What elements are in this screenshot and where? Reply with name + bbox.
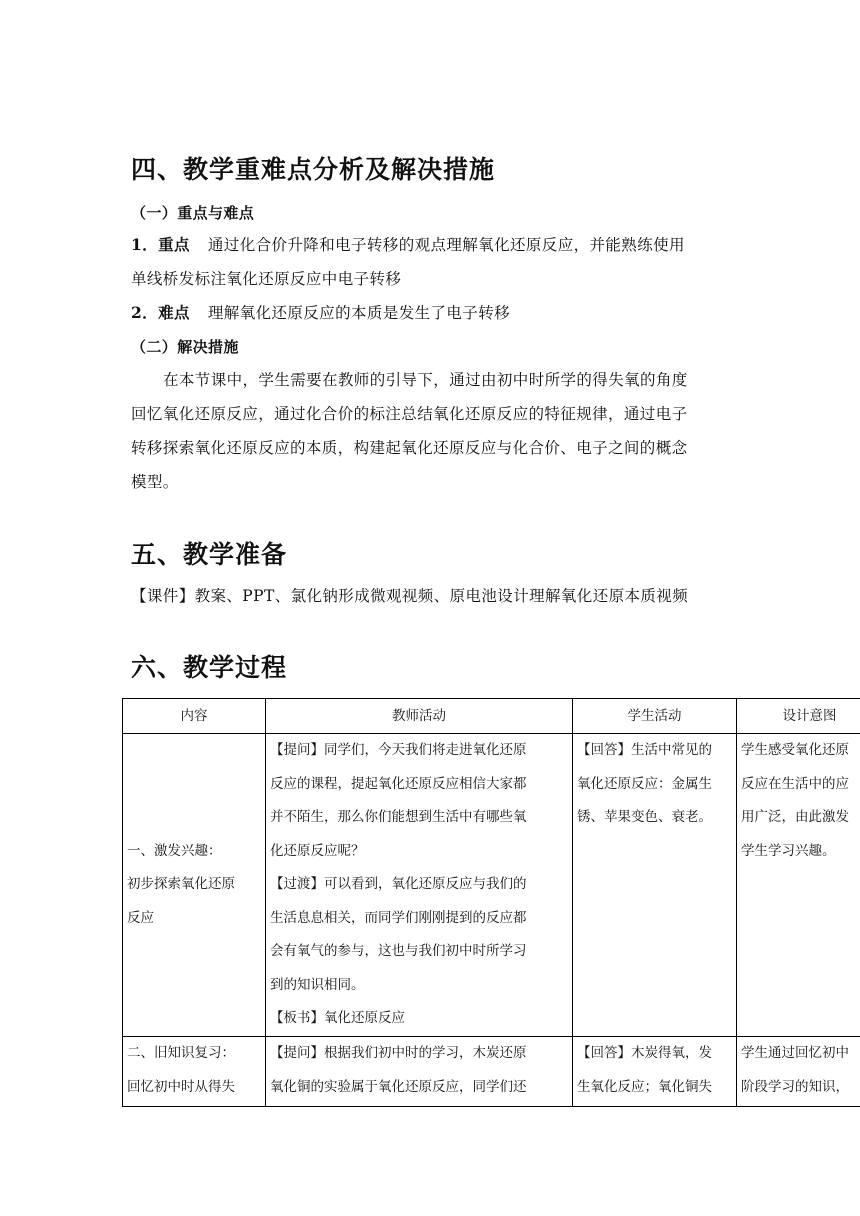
measures-paragraph-line: 模型。 xyxy=(131,473,179,491)
header-content: 内容 xyxy=(123,699,266,734)
teacher-activity-cell xyxy=(266,1037,573,1107)
student-line: 【回答】木炭得氧，发 xyxy=(577,1045,712,1061)
teacher-line: 并不陌生，那么你们能想到生活中有哪些氧 xyxy=(270,809,527,825)
table-header-row xyxy=(123,699,860,734)
intent-line: 用广泛，由此激发 xyxy=(741,809,849,825)
content-line: 二、旧知识复习： xyxy=(127,1045,235,1061)
teacher-line: 【提问】根据我们初中时的学习，木炭还原 xyxy=(270,1045,527,1061)
table-row xyxy=(123,1037,860,1107)
intent-line: 学生感受氧化还原 xyxy=(741,742,849,758)
student-line: 【回答】生活中常见的 xyxy=(577,742,712,758)
teacher-line: 氧化铜的实验属于氧化还原反应，同学们还 xyxy=(270,1078,527,1095)
key-point-text: 通过化合价升降和电子转移的观点理解氧化还原反应，并能熟练使用 xyxy=(207,236,685,254)
content-cell xyxy=(123,734,266,1037)
content-line: 初步探索氧化还原 xyxy=(127,876,235,893)
key-point-line xyxy=(131,233,685,255)
key-point-continuation: 单线桥发标注氧化还原反应中电子转移 xyxy=(131,270,402,288)
section-5-title: 五、教学准备 xyxy=(131,540,288,569)
measures-paragraph-line: 转移探索氧化还原反应的本质，构建起氧化还原反应与化合价、电子之间的概念 xyxy=(131,439,688,457)
measures-paragraph-line: 在本节课中，学生需要在教师的引导下，通过由初中时所学的得失氧的角度 xyxy=(163,371,688,389)
section-4-title: 四、教学重难点分析及解决措施 xyxy=(131,155,496,184)
teacher-activity-cell xyxy=(266,734,573,1037)
content-line: 反应 xyxy=(127,909,154,926)
difficult-point-text: 理解氧化还原反应的本质是发生了电子转移 xyxy=(207,304,510,322)
header-student-activity: 学生活动 xyxy=(573,699,737,734)
content-cell xyxy=(123,1037,266,1107)
section-6-title: 六、教学过程 xyxy=(131,653,288,682)
student-line: 生氧化反应；氧化铜失 xyxy=(577,1078,712,1095)
teacher-line: 反应的课程，提起氧化还原反应相信大家都 xyxy=(270,775,527,792)
preparation-text: 【课件】教案、PPT、氯化钠形成微观视频、原电池设计理解氧化还原本质视频 xyxy=(131,587,689,605)
student-activity-cell xyxy=(573,734,737,1037)
intent-line: 学生通过回忆初中 xyxy=(741,1045,849,1061)
header-teacher-activity: 教师活动 xyxy=(266,699,573,734)
teacher-line: 会有氧气的参与，这也与我们初中时所学习 xyxy=(270,943,527,959)
student-activity-cell xyxy=(573,1037,737,1107)
difficult-point-line xyxy=(131,301,510,323)
teacher-line: 化还原反应呢？ xyxy=(270,842,365,859)
content-line: 回忆初中时从得失 xyxy=(127,1078,235,1095)
student-line: 氧化还原反应：金属生 xyxy=(577,775,712,792)
key-point-label: 1．重点 xyxy=(131,235,190,254)
teacher-line: 【过渡】可以看到，氧化还原反应与我们的 xyxy=(270,876,527,892)
header-design-intent: 设计意图 xyxy=(737,699,860,734)
student-line: 锈、苹果变色、衰老。 xyxy=(577,809,712,825)
intent-line: 阶段学习的知识， xyxy=(741,1078,849,1095)
design-intent-cell xyxy=(737,1037,860,1107)
intent-line: 反应在生活中的应 xyxy=(741,775,849,792)
content-line: 一、激发兴趣： xyxy=(127,842,222,859)
measures-paragraph-line: 回忆氧化还原反应，通过化合价的标注总结氧化还原反应的特征规律，通过电子 xyxy=(131,405,688,423)
teacher-line: 【板书】氧化还原反应 xyxy=(270,1010,405,1026)
teacher-line: 生活息息相关，而同学们刚刚提到的反应都 xyxy=(270,909,527,926)
table-row xyxy=(123,734,860,1037)
intent-line: 学生学习兴趣。 xyxy=(741,842,836,859)
teaching-process-table xyxy=(122,698,860,1107)
design-intent-cell xyxy=(737,734,860,1037)
subheading-measures: （二）解决措施 xyxy=(131,338,239,356)
teacher-line: 【提问】同学们，今天我们将走进氧化还原 xyxy=(270,742,527,758)
subheading-key-difficult: （一）重点与难点 xyxy=(131,204,255,222)
difficult-point-label: 2．难点 xyxy=(131,303,190,322)
teacher-line: 到的知识相同。 xyxy=(270,976,365,993)
